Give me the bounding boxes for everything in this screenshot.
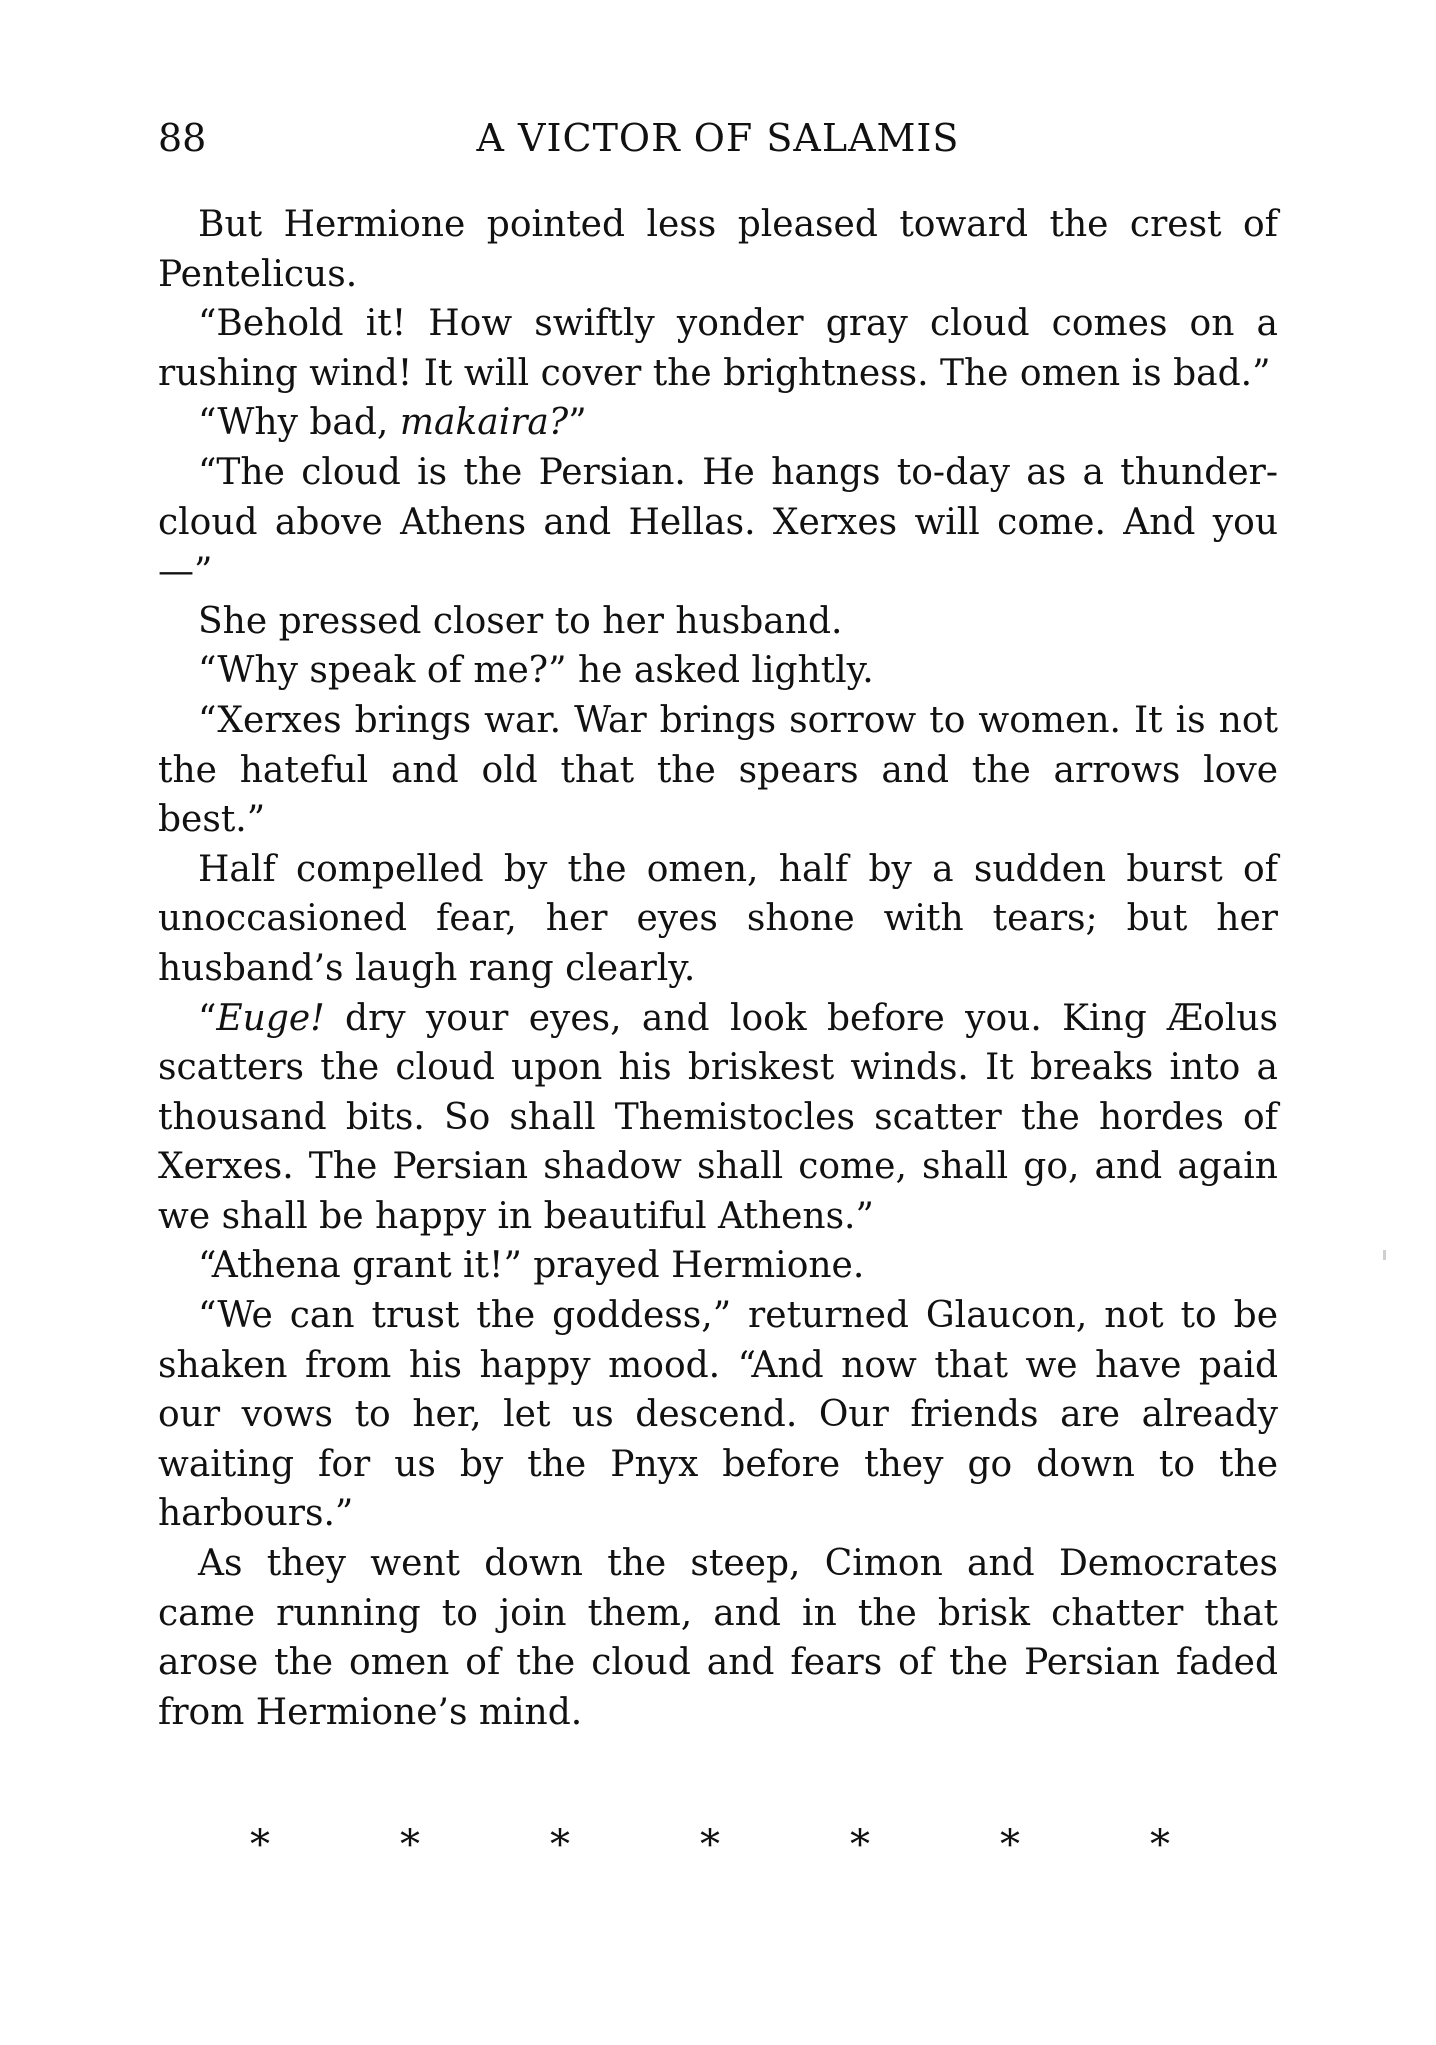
paragraph xyxy=(158,646,1278,696)
paragraph-text: “Behold it! How swiftly yonder gray cloud comes on a rushing wind! It will cover the brightness. The omen is bad.” xyxy=(158,303,1278,394)
paragraph xyxy=(158,299,1278,398)
paragraph-text: “The cloud is the Persian. He hangs to-day as a thunder-cloud above Athens and Hellas. Xerxes will come. And you —” xyxy=(158,451,1278,593)
body-text xyxy=(158,200,1278,1737)
paragraph xyxy=(158,597,1278,647)
paragraph xyxy=(158,845,1278,994)
paragraph xyxy=(158,696,1278,845)
paragraph xyxy=(158,398,1278,448)
asterisk: * xyxy=(550,1822,570,1868)
paragraph-text: “Xerxes brings war. War brings sorrow to women. It is not the hateful and old that the spears and the arrows love best.” xyxy=(158,699,1278,841)
paragraph-text: As they went down the steep, Cimon and Democrates came running to join them, and in the brisk chatter that arose the omen of the cloud and fears of the Persian faded from Hermione’s mind. xyxy=(158,1543,1278,1733)
paragraph-text: dry your eyes, and look before you. King Æolus scatters the cloud upon his briskest winds. It breaks into a thousand bits. So shall Themistocles scatter the hordes of Xerxes. The Persian shadow shall come, shall go, and again we shall be happy in beautiful Athens.” xyxy=(158,997,1278,1237)
paragraph xyxy=(158,1241,1278,1291)
running-head xyxy=(158,108,1278,168)
paper-speck xyxy=(1383,1250,1386,1260)
paragraph-text: ” xyxy=(568,402,587,444)
italic-word: Euge! xyxy=(216,997,325,1039)
book-title: A VICTOR OF SALAMIS xyxy=(476,116,960,160)
asterisk: * xyxy=(250,1822,270,1868)
paragraph xyxy=(158,1291,1278,1539)
paragraph-text: But Hermione pointed less pleased toward the crest of Pentelicus. xyxy=(158,204,1278,295)
paragraph-text: She pressed closer to her husband. xyxy=(198,600,843,642)
paragraph-text: “ xyxy=(198,997,217,1039)
paragraph-text: “Why bad, xyxy=(198,402,400,444)
asterisk: * xyxy=(1150,1822,1170,1868)
paragraph-text: “We can trust the goddess,” returned Glaucon, not to be shaken from his happy mood. “And now that we have paid our vows to her, let us descend. Our friends are already waiting for us by the Pnyx before they go down to the harbours.” xyxy=(158,1295,1278,1535)
asterisk: * xyxy=(850,1822,870,1868)
asterisk: * xyxy=(1000,1822,1020,1868)
paragraph xyxy=(158,200,1278,299)
page-number: 88 xyxy=(158,116,207,160)
paragraph xyxy=(158,1539,1278,1737)
paragraph-text: “Athena grant it!” prayed Hermione. xyxy=(198,1245,865,1287)
paragraph xyxy=(158,448,1278,597)
section-break xyxy=(250,1820,1170,1870)
italic-word: makaira? xyxy=(399,402,569,444)
asterisk: * xyxy=(700,1822,720,1868)
paragraph-text: Half compelled by the omen, half by a sudden burst of unoccasioned fear, her eyes shone with tears; but her husband’s laugh rang clearly. xyxy=(158,848,1278,989)
paragraph xyxy=(158,994,1278,1242)
paragraph-text: “Why speak of me?” he asked lightly. xyxy=(198,650,874,692)
asterisk: * xyxy=(400,1822,420,1868)
